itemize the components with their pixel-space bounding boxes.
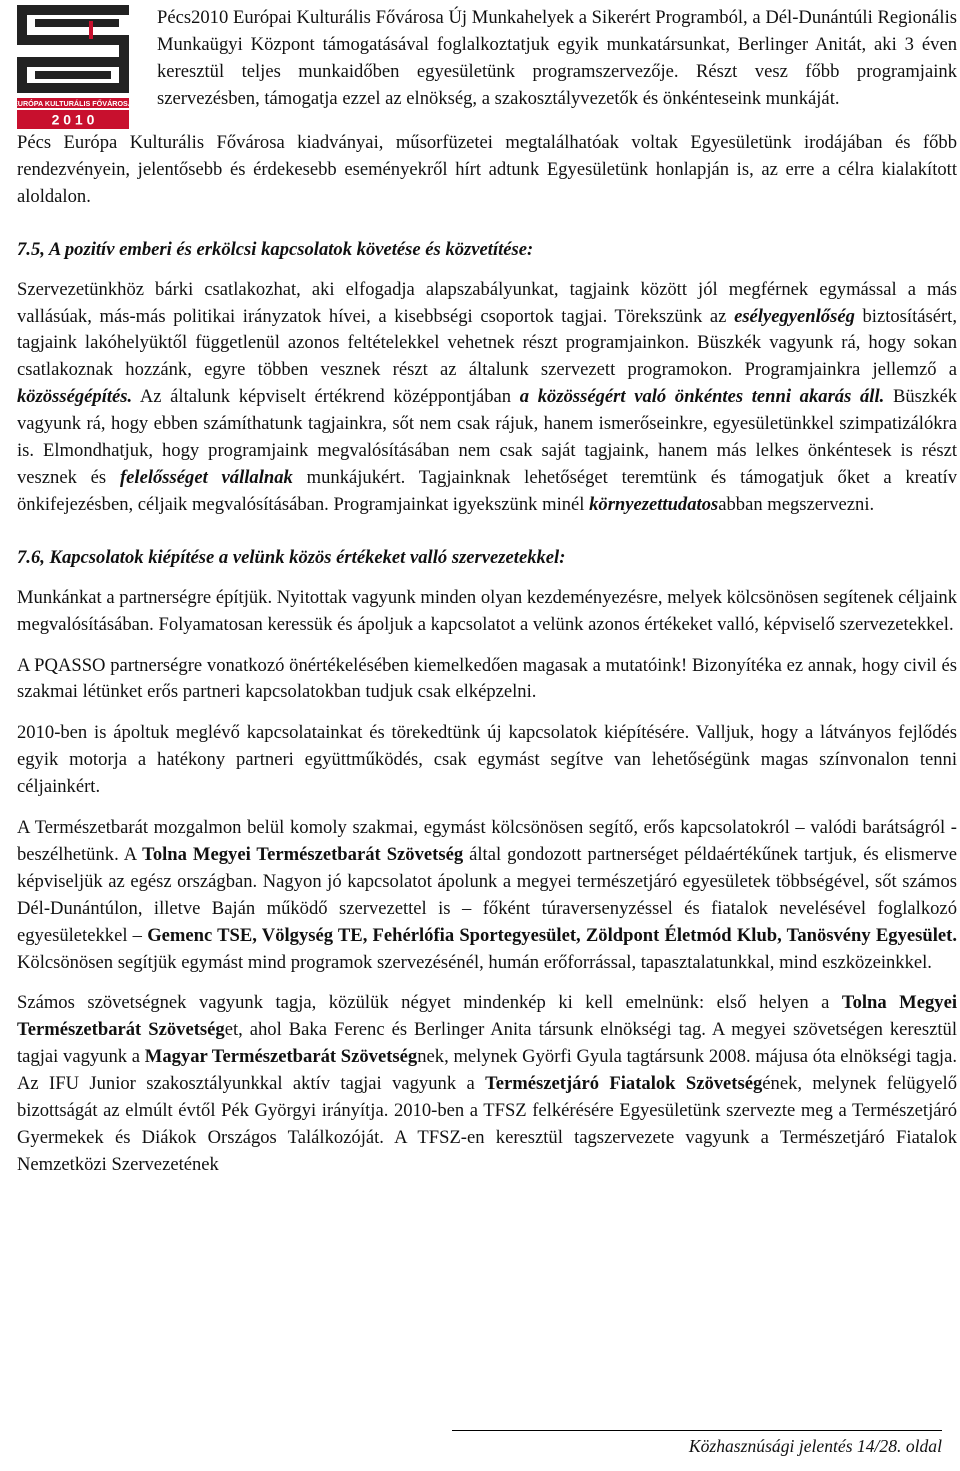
page-footer bbox=[452, 1430, 942, 1457]
emphasis-span: felelősséget vállalnak bbox=[119, 466, 293, 488]
text-span: et, ahol Baka Ferenc és Berlinger Anita társunk elnökségi tag. A megyei szövetségen keresztül tagjai vagyunk a bbox=[17, 1019, 957, 1068]
federations-paragraph bbox=[17, 990, 957, 1178]
text-span: Kölcsönösen segítjük egymást mind programok szervezésénél, humán erőforrással, tapasztalatunkkal, mind eszközeinkkel. bbox=[17, 951, 932, 973]
publications-paragraph: Pécs Európa Kulturális Fővárosa kiadványai, műsorfüzetei megtalálhatóak voltak Egyesületünk irodájában és főbb rendezvényein, jelentősebb és érdekesebb eseményekről hírt adtunk Egyesületünk honlapján is, az erre a célra kialakított aloldalon. bbox=[17, 132, 957, 207]
bold-span: Természetjáró Fiatalok Szövetség bbox=[485, 1073, 763, 1095]
logo-caption: EURÓPA KULTURÁLIS FŐVÁROSA bbox=[17, 99, 129, 108]
emphasis-span: környezettudatos bbox=[589, 493, 719, 515]
section-7-5-heading: 7.5, A pozitív emberi és erkölcsi kapcsolatok követése és közvetítése: bbox=[17, 238, 534, 260]
partnership-paragraph: Munkánkat a partnerségre építjük. Nyitottak vagyunk minden olyan kezdeményezésre, melyek kölcsönösen segítenek céljaink megvalósításában. Folyamatosan keressük és ápoljuk a kapcsolatot a velünk azonos értékeket valló, képviselő szervezetekkel. bbox=[17, 586, 957, 635]
text-span: nek, melynek Györfi Gyula tagtársunk 2008. májusa óta elnökségi tagja. Az IFU Junior szakosztályunkkal aktív tagjai vagyunk a bbox=[17, 1046, 957, 1095]
text-span: ének, melynek felügyelő bizottságát az elmúlt évtől Pék Györgyi irányítja. 2010-ben a TFSZ felkérésére Egyesületünk szervezte meg a Természetjáró Gyermekek és Diákok Országos Találkozóját. A TFSZ-en keresztül tagszervezete vagyunk a Természetjáró Fiatalok Nemzetközi Szervezetének bbox=[17, 1073, 957, 1175]
logo-year: 2 0 1 0 bbox=[51, 111, 95, 128]
intro-paragraph: Pécs2010 Európai Kulturális Fővárosa Új Munkahelyek a Sikerért Programból, a Dél-Dunántúli Regionális Munkaügyi Központ támogatásával foglalkoztatjuk egyik munkatársunkat, Berlinger Anitát, aki 3 éven keresztül teljes munkaidőben egyesületünk programszervezője. Részt vesz főbb programjaink szervezésben, támogatja ezzel az elnökség, a szakosztályvezetők és önkénteseink munkáját. bbox=[157, 7, 957, 109]
bold-span: Gemenc TSE, Völgység TE, Fehérlófia Sportegyesület, Zöldpont Életmód Klub, Tanösvény Egyesület. bbox=[147, 924, 957, 946]
pecs2010-logo bbox=[17, 5, 129, 129]
bold-span: Magyar Természetbarát Szövetség bbox=[144, 1046, 418, 1068]
emphasis-span: esélyegyenlőség bbox=[734, 305, 855, 327]
relations-2010-paragraph: 2010-ben is ápoltuk meglévő kapcsolatainkat és törekedtünk új kapcsolatok kiépítésére. Valljuk, hogy a látványos fejlődés egyik motorja a hatékony partneri együttműködés, csak egymást segítve van lehetőségünk magas színvonalon tenni céljainkért. bbox=[17, 722, 957, 798]
text-span: munkájukért. Tagjainknak lehetőséget teremtünk és támogatjuk őket a kreatív önkifejezésben, céljaik megvalósításában. Programjainkat igyekszünk minél bbox=[17, 466, 958, 515]
emphasis-span: a közösségért való önkéntes tenni akarás áll. bbox=[519, 386, 885, 408]
text-span: Büszkék vagyunk rá, hogy ebben számíthatunk tagjainkra, sőt nem csak rájuk, hanem ismerőseinkre, egyesületünkkel szimpatizálókra is. Elmondhatjuk, hogy programjaink megvalósításában nem csak saját tagjaink, hanem más lelkes önkéntesek is részt vesznek és bbox=[17, 386, 957, 488]
pqasso-paragraph: A PQASSO partnerségre vonatkozó önértékelésében kiemelkedően magasak a mutatóink! Bizonyítéka ez annak, hogy civil és szakmai létünket erős partneri kapcsolatokban tudjuk csak elképzelni. bbox=[17, 654, 957, 703]
text-span: által gondozott partnerséget példaértékűnek tartjuk, és elismerve képviseljük az egész országban. Nagyon jó kapcsolatot ápolunk a megyei természetjáró egyesületek többségével, sőt számos Dél-Dunántúlon, illetve Baján működő szervezettel is – főként túraversenyzéssel és fiatalok nevelésével foglalkozó egyesületekkel – bbox=[17, 843, 957, 946]
intro-block bbox=[17, 0, 957, 129]
text-span: abban megszervezni. bbox=[718, 493, 875, 515]
pecs2010-logo-icon bbox=[17, 5, 129, 129]
section-7-5-paragraph bbox=[17, 277, 957, 519]
text-span: biztosításért, tagjaink lakóhelyüktől függetlenül azonos feltételekkel vehetnek részt programjainkon. Büszkék vagyunk rá, hogy sokan csatlakoznak hozzánk, egyre többen vesznek részt az általunk szervezett programokon. Programjainkra jellemző a bbox=[17, 305, 957, 381]
text-span: Az általunk képviselt értékrend középpontjában bbox=[132, 386, 520, 408]
bold-span: Tolna Megyei Természetbarát Szövetség bbox=[17, 992, 957, 1041]
footer-page-number: Közhasznúsági jelentés 14/28. oldal bbox=[688, 1436, 942, 1456]
text-span: Szervezetünkhöz bárki csatlakozhat, aki elfogadja alapszabályunkat, tagjaink között jól megférnek egymással a más vallásúak, más-más politikai irányzatok hívei, a kisebbségi csoportok tagjai. Törekszünk az bbox=[17, 278, 957, 327]
section-7-6-heading: 7.6, Kapcsolatok kiépítése a velünk közös értékeket valló szervezetekkel: bbox=[17, 546, 566, 568]
naturefriends-paragraph bbox=[17, 815, 957, 976]
text-span: A Természetbarát mozgalmon belül komoly szakmai, egymást kölcsönösen segítő, erős kapcsolatokról – valódi barátságról - beszélhetünk. A bbox=[17, 817, 957, 865]
bold-span: Tolna Megyei Természetbarát Szövetség bbox=[142, 843, 464, 865]
emphasis-span: közösségépítés. bbox=[17, 386, 133, 408]
text-span: Számos szövetségnek vagyunk tagja, közülük négyet mindenkép ki kell emelnünk: első helyen a bbox=[17, 992, 842, 1014]
document-page bbox=[17, 0, 957, 1179]
